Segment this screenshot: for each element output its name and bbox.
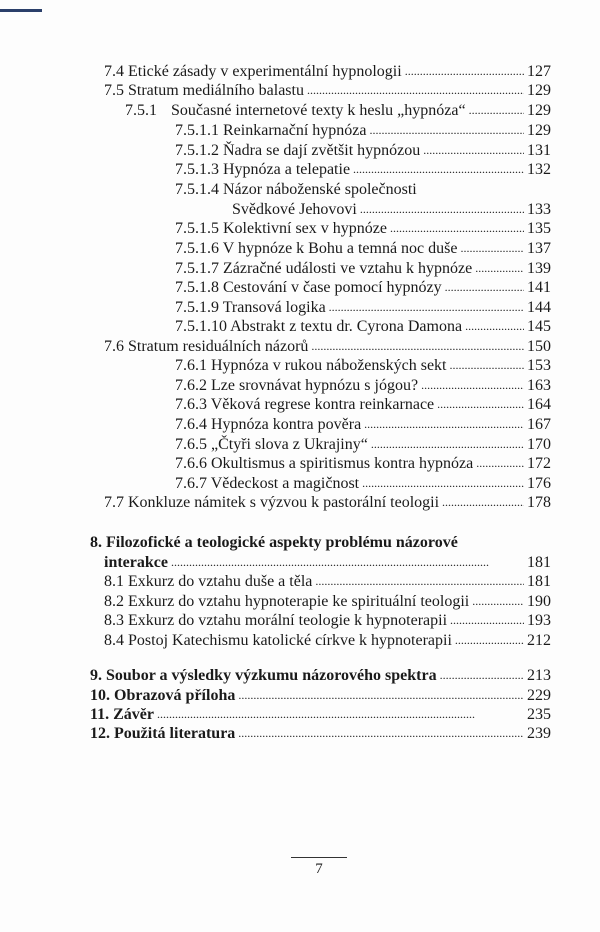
dot-leader	[360, 199, 524, 219]
dot-leader	[171, 552, 524, 572]
toc-page-number: 141	[527, 279, 551, 296]
toc-page-number: 164	[527, 396, 551, 413]
dot-leader	[437, 394, 524, 414]
toc-page-number: 129	[527, 122, 551, 139]
toc-entry-8-4	[104, 631, 551, 650]
dot-leader	[307, 80, 524, 100]
toc-entry-7-5-1-4-line1: 7.5.1.4 Názor náboženské společnosti	[175, 181, 417, 198]
toc-title: 8.2 Exkurz do vztahu hypnoterapie ke spirituální teologii	[104, 593, 470, 610]
toc-entry-7-5-1-9	[175, 298, 551, 317]
toc-title: 7.5.1.3 Hypnóza a telepatie	[175, 161, 351, 178]
toc-entry-7-6-6	[175, 454, 551, 473]
toc-entry-7-5-1-1	[175, 121, 551, 140]
toc-page-number: 170	[527, 436, 551, 453]
toc-title: 11. Závěr	[90, 706, 154, 723]
toc-page-number: 127	[527, 63, 551, 80]
toc-title: 10. Obrazová příloha	[90, 687, 236, 704]
toc-entry-8-2	[104, 592, 551, 611]
dot-leader	[450, 610, 524, 630]
toc-page-number: 144	[527, 299, 551, 316]
toc-title: 8.3 Exkurz do vztahu morální teologie k hypnoterapii	[104, 612, 448, 629]
toc-entry-7-5	[104, 81, 551, 100]
toc-page-number: 239	[527, 725, 551, 742]
toc-title: Současné internetové texty k heslu „hypnóza“	[171, 102, 466, 119]
toc-title: 8.1 Exkurz do vztahu duše a těla	[104, 573, 313, 590]
toc-title: 7.6 Stratum residuálních názorů	[104, 338, 309, 355]
toc-entry-7-5-1-10	[175, 317, 551, 336]
toc-page-number: 212	[527, 632, 551, 649]
toc-title: 7.5.1.10 Abstrakt z textu dr. Cyrona Damona	[175, 318, 463, 335]
dot-leader	[311, 336, 524, 356]
footer-rule	[291, 857, 347, 858]
toc-chapter-8-line2	[104, 553, 551, 572]
dot-leader	[450, 355, 525, 375]
toc-chapter-9	[90, 666, 551, 685]
dot-leader	[421, 375, 524, 395]
dot-leader	[157, 704, 524, 724]
dot-leader	[440, 665, 524, 685]
toc-page-number: 139	[527, 260, 551, 277]
toc-page-number: 150	[527, 338, 551, 355]
toc-entry-7-6	[104, 337, 551, 356]
toc-page-number: 129	[527, 102, 551, 119]
toc-title: 7.6.5 „Čtyři slova z Ukrajiny“	[175, 436, 368, 453]
toc-entry-8-1	[104, 572, 551, 591]
dot-leader	[364, 414, 524, 434]
toc-title: 9. Soubor a výsledky výzkumu názorového spektra	[90, 667, 437, 684]
toc-title: 7.5.1.1 Reinkarnační hypnóza	[175, 122, 367, 139]
page-number: 7	[315, 861, 323, 877]
toc-entry-7-5-1-4-line2	[232, 200, 551, 219]
toc-title: 7.5.1.8 Cestování v čase pomocí hypnózy	[175, 279, 442, 296]
toc-entry-7-5-1-2	[175, 141, 551, 160]
toc-page-number: 181	[527, 573, 551, 590]
toc-entry-7-6-5	[175, 435, 551, 454]
toc-page-number: 193	[527, 612, 551, 629]
toc-entry-8-3	[104, 611, 551, 630]
toc-title: 7.6.7 Vědeckost a magičnost	[175, 475, 360, 492]
dot-leader	[476, 453, 524, 473]
dot-leader	[445, 277, 524, 297]
toc-page-number: 133	[527, 201, 551, 218]
dot-leader	[460, 238, 524, 258]
toc-page-number: 145	[527, 318, 551, 335]
toc-title: 7.5.1.2 Ňadra se dají zvětšit hypnózou	[175, 142, 421, 159]
toc-page-number: 167	[527, 416, 551, 433]
toc-title: 7.5 Stratum mediálního balastu	[104, 82, 304, 99]
dot-leader	[475, 258, 524, 278]
toc-page-number: 176	[527, 475, 551, 492]
toc-entry-7-5-1-8	[175, 278, 551, 297]
toc-page-number: 235	[527, 706, 551, 723]
toc-title: 7.6.4 Hypnóza kontra pověra	[175, 416, 362, 433]
dot-leader	[472, 591, 524, 611]
toc-entry-7-6-3	[175, 395, 551, 414]
toc-title: 7.5.1.7 Zázračné události ve vztahu k hypnóze	[175, 260, 473, 277]
toc-page-number: 132	[527, 161, 551, 178]
toc-page-number: 135	[527, 220, 551, 237]
toc-page-number: 181	[527, 554, 551, 571]
toc-page-number: 129	[527, 82, 551, 99]
toc-title: 12. Použitá literatura	[90, 725, 236, 742]
dot-leader	[238, 723, 524, 743]
toc-entry-7-5-1-6	[175, 239, 551, 258]
dot-leader	[329, 297, 524, 317]
toc-chapter-12	[90, 724, 551, 743]
scan-edge-mark	[0, 9, 42, 12]
toc-page-number: 131	[527, 142, 551, 159]
toc-entry-7-5-1-5	[175, 219, 551, 238]
toc-chapter-11	[90, 705, 551, 724]
toc-number: 7.5.1	[125, 102, 157, 119]
toc-chapter-8-line1: 8. Filozofické a teologické aspekty problému názorové	[90, 534, 458, 551]
toc-title: 7.4 Etické zásady v experimentální hypnologii	[104, 63, 402, 80]
toc-entry-7-5-1-3	[175, 160, 551, 179]
toc-title: Svědkové Jehovovi	[232, 201, 357, 218]
toc-entry-7-4	[104, 62, 551, 81]
dot-leader	[442, 492, 524, 512]
toc-title: interakce	[104, 554, 168, 571]
toc-entry-7-6-2	[175, 376, 551, 395]
dot-leader	[455, 630, 524, 650]
toc-title: 7.5.1.5 Kolektivní sex v hypnóze	[175, 220, 387, 237]
dot-leader	[371, 434, 524, 454]
toc-page-number: 190	[527, 593, 551, 610]
toc-page-number: 178	[527, 494, 551, 511]
toc-title: 8.4 Postoj Katechismu katolické církve k hypnoterapii	[104, 632, 452, 649]
toc-title: 7.6.1 Hypnóza v rukou náboženských sekt	[175, 357, 447, 374]
dot-leader	[465, 316, 524, 336]
toc-entry-7-6-4	[175, 415, 551, 434]
dot-leader	[238, 685, 524, 705]
toc-title: 7.5.1.9 Transová logika	[175, 299, 326, 316]
toc-page-number: 137	[527, 240, 551, 257]
toc-entry-7-5-1-7	[175, 259, 551, 278]
dot-leader	[469, 100, 524, 120]
toc-entry-7-7	[104, 493, 551, 512]
toc-page-number: 153	[527, 357, 551, 374]
dot-leader	[315, 571, 524, 591]
toc-title: 7.7 Konkluze námitek s výzvou k pastorální teologii	[104, 494, 440, 511]
toc-page-number: 163	[527, 377, 551, 394]
dot-leader	[362, 473, 524, 493]
toc-title: 7.6.2 Lze srovnávat hypnózu s jógou?	[175, 377, 419, 394]
toc-entry-7-6-1	[175, 356, 551, 375]
dot-leader	[390, 218, 524, 238]
dot-leader	[405, 61, 524, 81]
toc-entry-7-5-1	[125, 101, 551, 120]
toc-page-number: 172	[527, 455, 551, 472]
toc-title: 7.5.1.6 V hypnóze k Bohu a temná noc duše	[175, 240, 458, 257]
toc-page-number: 229	[527, 687, 551, 704]
toc-chapter-10	[90, 686, 551, 705]
dot-leader	[370, 120, 525, 140]
toc-entry-7-6-7	[175, 474, 551, 493]
toc-title: 7.6.6 Okultismus a spiritismus kontra hypnóza	[175, 455, 474, 472]
toc-title: 7.6.3 Věková regrese kontra reinkarnace	[175, 396, 435, 413]
dot-leader	[353, 159, 524, 179]
toc-page-number: 213	[527, 667, 551, 684]
dot-leader	[423, 140, 524, 160]
